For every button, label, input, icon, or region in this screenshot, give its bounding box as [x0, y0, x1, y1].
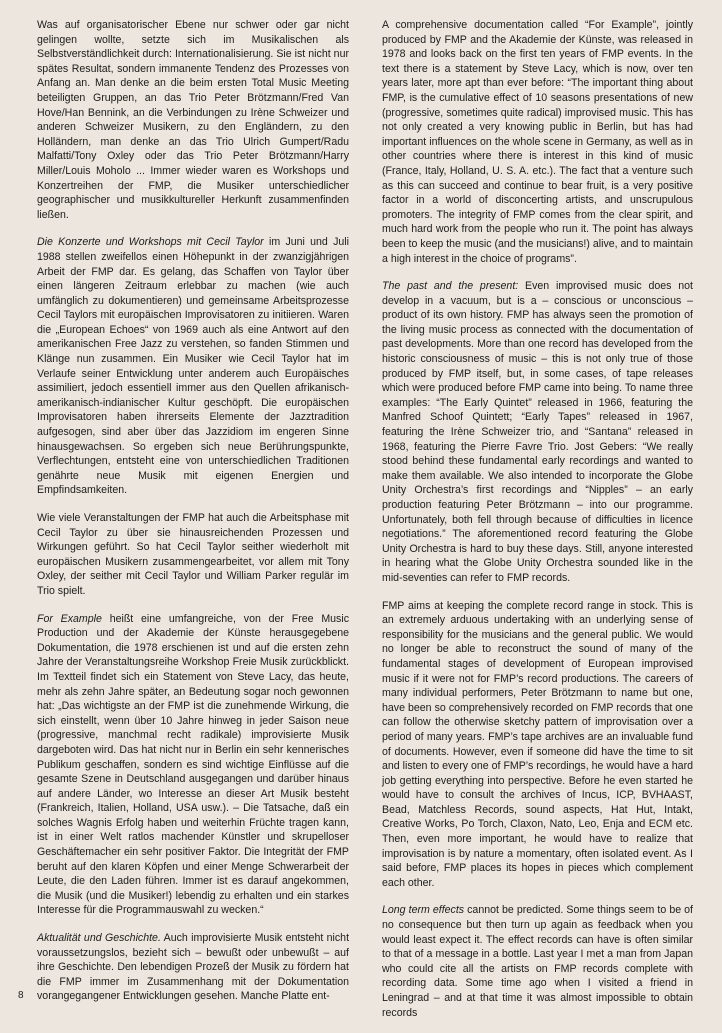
paragraph-text: FMP aims at keeping the complete record range in stock. This is an extremely arduous undertaking with an underlying sense of responsibility for the musicians and the general public. We would no longer be able to reconstruct the sound of many of the fundamental stages of development of European improvised music if it were not for FMP’s record productions. The careers of many individual performers, Peter Brötzmann to name but one, have been so comprehensively recorded on FMP records that one can follow the otherwise sketchy pattern of improvisation over a period of many years. FMP’s tape archives are an invaluable fund of documents. However, even if someone did have the time to sit and listen to every one of FMP’s recordings, he would have a hard job getting everything into perspective. Before he even started he would have to consult the archives of Incus, ICP, BVHAAST, Bead, Matchless Records, sound aspects, Hat Hut, Intakt, Creative Works, Po Torch, Claxon, Nato, Leo, Enja and ECM etc. Then, even more important, he would have to realize that improvisation is by nature a momentary, often isolated event. As I said before, FMP places its hopes in pieces which complement each other. — [382, 599, 693, 889]
paragraph — [37, 612, 349, 918]
paragraph — [37, 235, 349, 498]
paragraph — [37, 511, 349, 599]
right-column-english — [382, 18, 693, 1033]
paragraph-lead: Long term effects — [382, 904, 465, 917]
paragraph-text: im Juni und Juli 1988 stellen zweifellos einen Höhepunkt in der zwanzigjährigen Arbeit der FMP dar. Es gelang, das Schaffen von Taylor über einen längeren Zeitraum erlebbar zu machen (wie auch umfänglich zu dokumentieren) und gemeinsame Arbeitsprozesse Cecil Taylors mit europäischen Improvisatoren zu initiieren. Waren die „European Echoes“ von 1969 auch als eine Antwort auf den amerikanischen Free Jazz zu verstehen, so fanden Stimmen und Klänge nun zusammen. Ein Musiker wie Cecil Taylor hat im Verlaufe seiner Entwicklung unter anderem auch Europäisches assimiliert, jedoch essentiell immer aus den Quellen afrikanisch-amerikanisch-indianischer Kultur geschöpft. Die europäischen Improvisatoren haben ihrerseits Elemente der Jazztradition aufgesogen, sind aber über das Jazzidiom im engeren Sinne hinausgewachsen. So ergeben sich neue Berührungspunkte, Verflechtungen, entsteht eine von unterschiedlichen Traditionen genährte neue Musik mit eigenen Energien und Empfindsamkeiten. — [37, 236, 349, 497]
paragraph-text: Even improvised music does not develop in a vacuum, but is a – conscious or unconscious – product of its own history. FMP has always seen the promotion of the living music process as connected with the documentation of past developments. More than one record has developed from the historic consciousness of music – this is not only true of those produced by FMP itself, but, in some cases, of tape releases which were produced before FMP came into being. To name three examples: “The Early Quintet” released in 1966, featuring the Manfred Schoof Quintett; “Early Tapes” released in 1967, featuring the Irène Schweizer trio, and “Santana” released in 1968, featuring the Pierre Favre Trio. Jost Gebers: “We really stood behind these fundamental early recordings and wanted to make them available. We also intended to incorporate the Globe Unity Orchestra’s first recordings and “Nipples” – an early production featuring Peter Brötzmann – into our programme. Unfortunately, both fell through because of difficulties in licence negotiations.” The aforementioned record featuring the Globe Unity Orchestra is hard to buy these days. Still, anyone interested in hearing what the Globe Unity Orchestra sounded like in the mid-seventies can refer to FMP records. — [382, 280, 694, 584]
paragraph — [37, 18, 349, 222]
paragraph-text: heißt eine umfangreiche, von der Free Music Production und der Akademie der Künste herausgegebene Dokumentation, die 1978 erschienen ist und auf die ersten zehn Jahre der Veranstaltungsreihe Workshop Freie Musik zurückblickt. Im Textteil findet sich ein Statement von Steve Lacy, das heute, mehr als zehn Jahre später, an Bedeutung sogar noch gewonnen hat: „Das wichtigste an der FMP ist die zunehmende Wirkung, die sich einstellt, wenn über 10 Jahre hinweg in jeder Saison neue (progressive, manchmal recht radikale) improvisierte Musik dargeboten wird. Das hat nicht nur in Berlin ein sehr kennerisches Publikum geschaffen, sondern es sind wichtige Einflüsse auf die gesamte Szene in Deutschland ausgegangen und darüber hinaus auf andere Länder, wo Interesse an dieser Art Musik besteht (Frankreich, Italien, Holland, USA usw.). – Die Tatsache, daß ein solches Wagnis Erfolg haben und weiterhin Früchte tragen kann, ist in einer Welt ratlos machender Künstler und skrupelloser Geschäftemacher ein sehr positiver Faktor. Die Integrität der FMP beruht auf den klaren Köpfen und einer Menge Schwerarbeit der Leute, die den Laden führen. Immer ist es darauf angekommen, die Musik (und die Musiker!) lebendig zu erhalten und ein starkes Interesse für die Programmauswahl zu wecken.“ — [37, 612, 349, 917]
paragraph-text: A comprehensive documentation called “For Example”, jointly produced by FMP and the Akademie der Künste, was released in 1978 and looks back on the first ten years of FMP events. In the text there is a statement by Steve Lacy, which is now, over ten years later, more apt than ever before: “The important thing about FMP, is the cumulative effect of 10 seasons presentations of new (progressive, sometimes quite radical) improvised music. This has not only created a very knowing public in Berlin, but has had important influences on the whole scene in Germany, as well as in other countries where there is interest in this kind of music (France, Italy, Holland, U. S. A. etc.). The fact that a venture such as this can succeed and continue to bear fruit, is a very positive factor in a world of disconcerting artists, and unscrupulous promoters. The integrity of FMP comes from the clear spirit, and much hard work from the people who run it. The point has always been to keep the music (and the musicians!) alive, and to maintain a high interest in the choice of programs”. — [382, 19, 693, 265]
paragraph-lead: Aktualität und Geschichte. — [37, 932, 161, 945]
paragraph — [382, 279, 693, 585]
paragraph — [382, 903, 693, 1020]
paragraph — [382, 18, 693, 266]
paragraph-lead: The past and the present: — [382, 280, 519, 293]
paragraph-text: Wie viele Veranstaltungen der FMP hat auch die Arbeitsphase mit Cecil Taylor zu über sie hinausreichenden Prozessen und Wirkungen geführt. So hat Cecil Taylor seither wiederholt mit europäischen Musikern zusammengearbeitet, vor allem mit Tony Oxley, der seither mit Cecil Taylor und William Parker regulär im Trio spielt. — [37, 512, 349, 597]
paragraph-lead: For Example — [37, 612, 102, 625]
paragraph-text: Was auf organisatorischer Ebene nur schwer oder gar nicht gelingen wollte, setzte sich im Musikalischen als Selbstverständlichkeit durch: Internationalisierung. Sie ist nicht nur spätes Resultat, sondern immanente Tendenz des Prozesses von Anfang an. Man denke an die beim ersten Total Music Meeting beteiligten Gruppen, an das Trio Peter Brötzmann/Fred Van Hove/Han Bennink, an die Verbindungen zu Irène Schweizer und anderen Schweizer Musikern, zu den Engländern, zu den Holländern, man denke an das Trio Ulrich Gumpert/Radu Malfatti/Tony Oxley oder das Trio Peter Brötzmann/Harry Miller/Louis Moholo ... Immer wieder waren es Workshops und Konzertreihen der FMP, die Musiker unterschiedlicher geographischer und musikkultureller Herkunft zusammenfinden ließen. — [37, 19, 349, 221]
paragraph-text: Auch improvisierte Musik entsteht nicht voraussetzungslos, bezieht sich – bewußt oder unbewußt – auf ihre Geschichte. Den lebendigen Prozeß der Musik zu fördern hat die FMP immer im Zusammenhang mit der Dokumentation vorangegangener Entwicklungen gesehen. Manche Platte ent- — [37, 932, 350, 1003]
page-number: 8 — [18, 990, 24, 1001]
paragraph — [382, 599, 693, 891]
paragraph-lead: Die Konzerte und Workshops mit Cecil Taylor — [37, 236, 264, 249]
paragraph — [37, 931, 349, 1004]
left-column-german — [37, 18, 349, 1017]
paragraph-text: cannot be predicted. Some things seem to be of no consequence but then turn up again as feedback when you would least expect it. The effect records can have is often similar to that of a message in a bottle. Last year I met a man from Japan who could cite all the artists on FMP records complete with recording data. Some time ago when I visited a friend in Leningrad – and at that time it was almost impossible to obtain records — [382, 904, 693, 1019]
